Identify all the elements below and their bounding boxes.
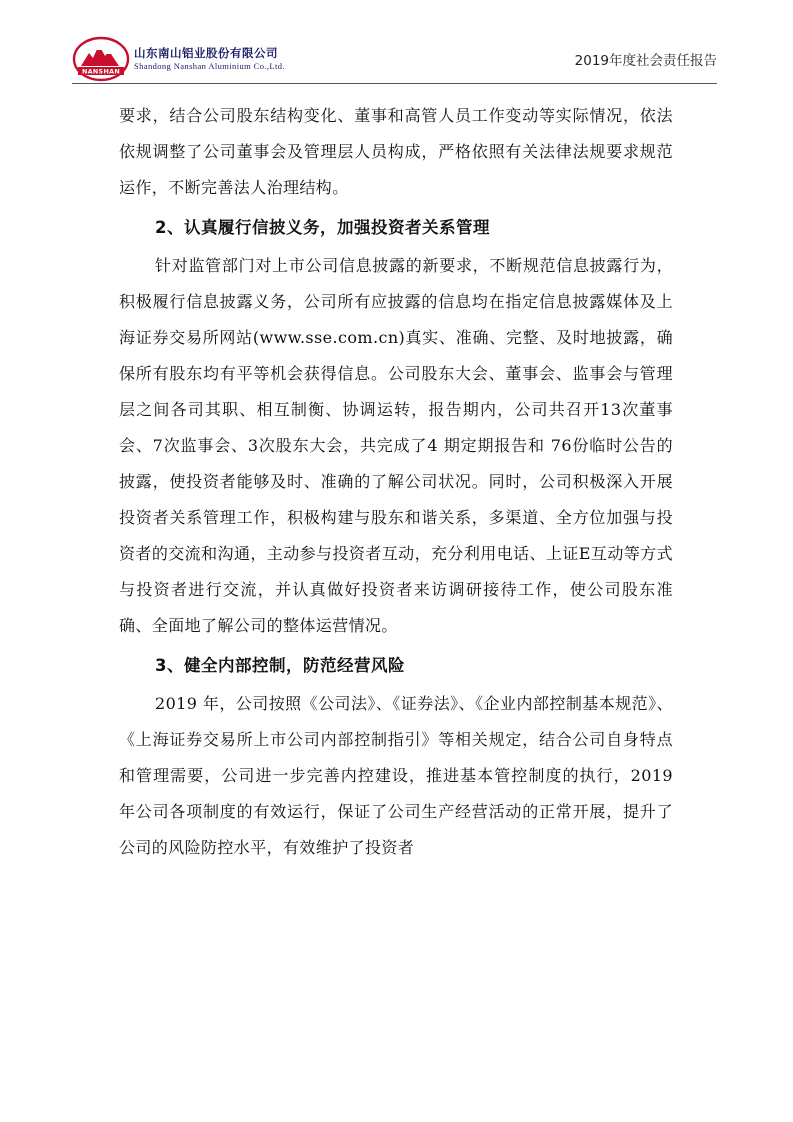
paragraph-governance-continued: 要求，结合公司股东结构变化、董事和高管人员工作变动等实际情况，依法依规调整了公司董事会及管理层人员构成，严格依照有关法律法规要求规范运作，不断完善法人治理结构。 (119, 106, 673, 197)
company-name-cn: 山东南山铝业股份有限公司 (134, 46, 278, 60)
nanshan-logo (72, 36, 130, 82)
header-divider (72, 83, 717, 84)
report-title: 2019年度社会责任报告 (574, 53, 717, 69)
company-name-en: Shandong Nanshan Aluminium Co.,Ltd. (134, 61, 285, 71)
section-heading-disclosure: 2、认真履行信披义务，加强投资者关系管理 (155, 218, 490, 237)
section-heading-internal-control: 3、健全内部控制，防范经营风险 (155, 656, 405, 675)
page-header (72, 36, 717, 82)
paragraph-internal-control: 2019 年，公司按照《公司法》、《证券法》、《企业内部控制基本规范》、《上海证券交易所上市公司内部控制指引》等相关规定，结合公司自身特点和管理需要，公司进一步完善内控建设，推进基本管控制度的执行，2019 年公司各项制度的有效运行，保证了公司生产经营活动的正常开展，提升了公司的风险防控水平，有效维护了投资者 (119, 694, 673, 857)
company-name-block (134, 46, 285, 72)
paragraph-disclosure: 针对监管部门对上市公司信息披露的新要求，不断规范信息披露行为，积极履行信息披露义务，公司所有应披露的信息均在指定信息披露媒体及上海证券交易所网站(www.sse.com.cn)真实、准确、完整、及时地披露，确保所有股东均有平等机会获得信息。公司股东大会、董事会、监事会与管理层之间各司其职、相互制衡、协调运转，报告期内，公司共召开13次董事会、7次监事会、3次股东大会，共完成了4 期定期报告和 76份临时公告的披露，使投资者能够及时、准确的了解公司状况。同时，公司积极深入开展投资者关系管理工作，积极构建与股东和谐关系，多渠道、全方位加强与投资者的交流和沟通，主动参与投资者互动，充分利用电话、上证E互动等方式与投资者进行交流，并认真做好投资者来访调研接待工作，使公司股东准确、全面地了解公司的整体运营情况。 (119, 256, 673, 635)
logo-wordmark: NANSHAN (82, 67, 120, 76)
page-body (119, 98, 673, 866)
